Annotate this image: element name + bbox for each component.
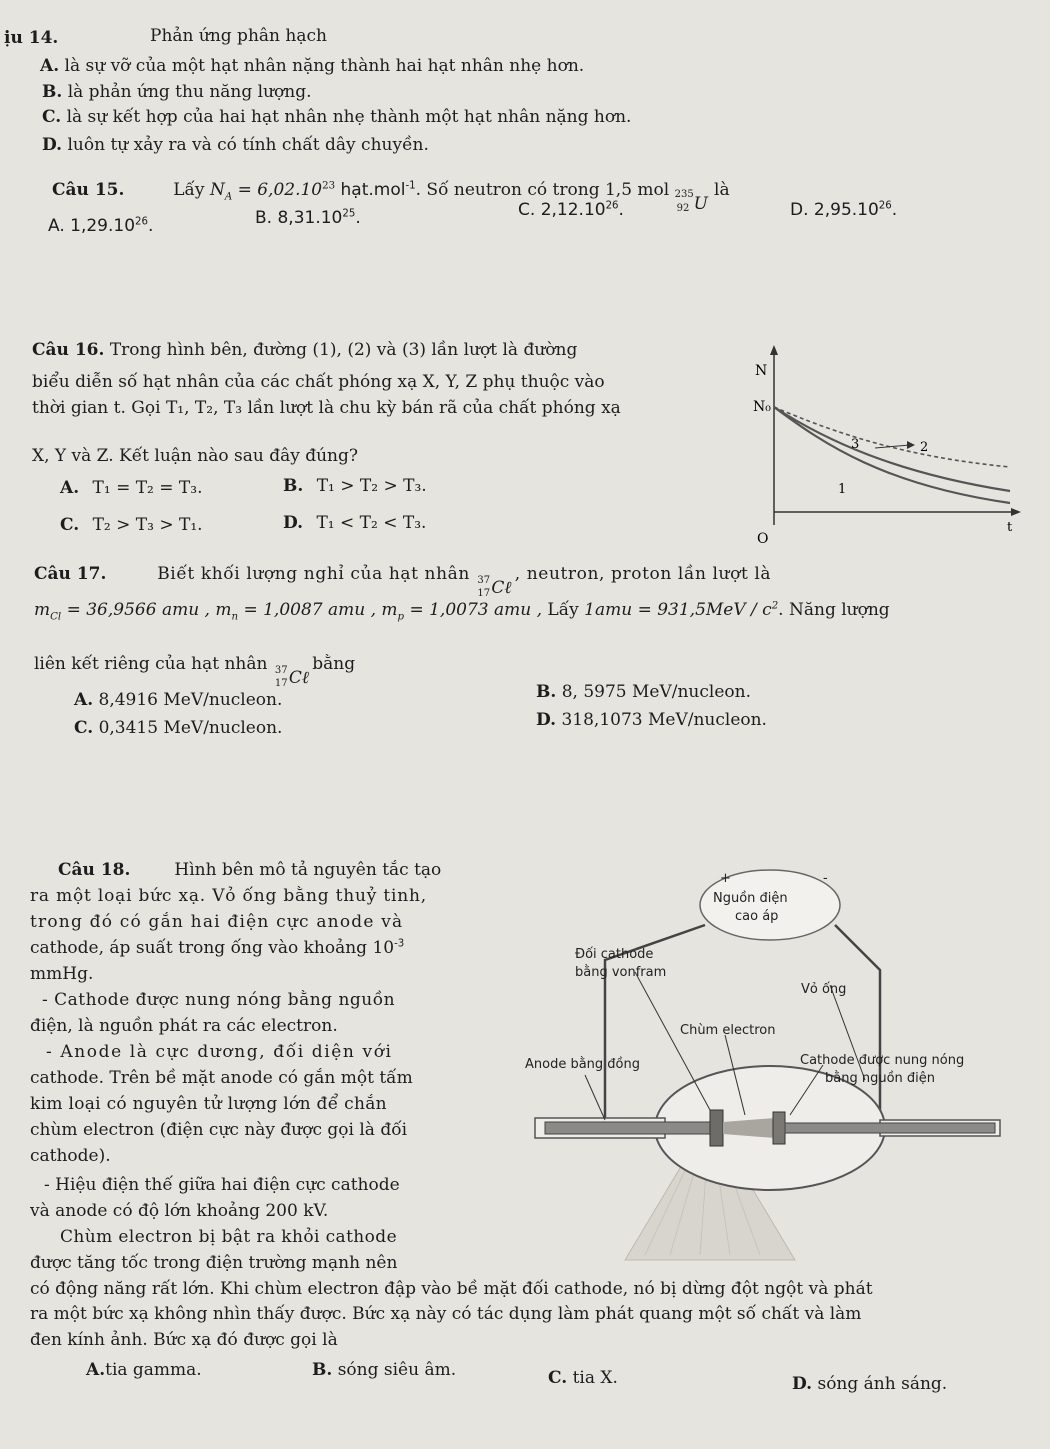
label-arrow bbox=[875, 445, 910, 448]
q16-option-b[interactable] bbox=[283, 476, 427, 496]
option-letter: D. bbox=[536, 710, 557, 730]
q14-stem: Phản ứng phân hạch bbox=[150, 26, 327, 46]
q17-text: , neutron, proton lần lượt là bbox=[514, 564, 772, 584]
avogadro-exponent: 23 bbox=[322, 180, 336, 192]
q17-line1: Câu 17. Biết khối lượng nghỉ của hạt nhân 37 17 Cℓ , neutron, proton lần lượt là bbox=[34, 564, 772, 599]
option-text: T₂ > T₃ > T₁. bbox=[92, 515, 203, 535]
q16-text: thời gian t. Gọi bbox=[32, 398, 161, 418]
option-letter: C. bbox=[60, 515, 80, 535]
q18-option-c[interactable] bbox=[548, 1368, 618, 1388]
option-text: 8, 5975 MeV/nucleon. bbox=[561, 682, 751, 702]
q18-l8: - Anode là cực dương, đối diện với bbox=[46, 1042, 393, 1062]
cathode-cup bbox=[773, 1112, 785, 1144]
q18-l17: có động năng rất lớn. Khi chùm electron đập vào bề mặt đối cathode, nó bị dừng đột ngột và phát bbox=[30, 1279, 873, 1299]
y-axis-arrow bbox=[770, 345, 778, 355]
option-letter: A. bbox=[48, 216, 65, 236]
q18-l6: - Cathode được nung nóng bằng nguồn bbox=[42, 990, 396, 1010]
q14-option-b[interactable] bbox=[42, 82, 312, 102]
q15-stem-a: Lấy bbox=[173, 180, 205, 200]
q16-option-d[interactable] bbox=[283, 513, 426, 533]
option-end: . bbox=[148, 216, 154, 236]
avogadro-value: = 6,02.10 bbox=[237, 180, 323, 200]
q17-option-d[interactable] bbox=[536, 710, 767, 730]
option-letter: D. bbox=[790, 200, 809, 220]
q16-line2: biểu diễn số hạt nhân của các chất phóng xạ X, Y, Z phụ thuộc vào bbox=[32, 372, 605, 392]
option-text: là sự kết hợp của hai hạt nhân nhẹ thành một hạt nhân nặng hơn. bbox=[66, 107, 632, 127]
q16-text: lần lượt là chu kỳ bán rã của chất phóng xạ bbox=[247, 398, 621, 418]
option-exponent: 26 bbox=[135, 216, 148, 228]
option-letter: B. bbox=[42, 82, 63, 102]
option-text: 8,31.10 bbox=[277, 208, 343, 228]
x-axis-label: t bbox=[1007, 520, 1013, 535]
q17-text: bằng bbox=[312, 654, 356, 674]
option-letter: B. bbox=[312, 1360, 333, 1380]
option-text: 0,3415 MeV/nucleon. bbox=[98, 718, 283, 738]
q17-line2: $m_{Cl} = 36,9566$ amu , $m_n = 1,0087$ amu , $m_p = 1,0073$ amu , Lấy $1amu = 931,5MeV / c^2$. Năng lượng bbox=[34, 600, 890, 623]
q18-option-d[interactable] bbox=[792, 1374, 947, 1394]
label-beam: Chùm electron bbox=[680, 1023, 776, 1038]
option-letter: B. bbox=[536, 682, 557, 702]
q17-option-a[interactable] bbox=[74, 690, 282, 710]
option-text: 2,95.10 bbox=[813, 200, 879, 220]
label-anode: Anode bằng đồng bbox=[525, 1057, 641, 1072]
option-letter: D. bbox=[792, 1374, 813, 1394]
option-text: 318,1073 MeV/nucleon. bbox=[561, 710, 767, 730]
mol-exponent: -1 bbox=[405, 180, 416, 192]
option-letter: B. bbox=[255, 208, 273, 228]
option-text: là phản ứng thu năng lượng. bbox=[67, 82, 312, 102]
option-text: tia gamma. bbox=[105, 1360, 202, 1380]
q18-l2: ra một loại bức xạ. Vỏ ống bằng thuỷ tinh, bbox=[30, 886, 427, 906]
q17-text: liên kết riêng của hạt nhân bbox=[34, 654, 268, 674]
x-axis-arrow bbox=[1011, 508, 1021, 516]
option-letter: C. bbox=[74, 718, 94, 738]
curve-1-label: 1 bbox=[838, 482, 847, 497]
option-letter: A. bbox=[74, 690, 94, 710]
avogadro-symbol: $N_A$ bbox=[209, 180, 233, 203]
q18-text: cathode, áp suất trong ống vào khoảng 10 bbox=[30, 938, 395, 958]
q16-option-a[interactable] bbox=[60, 478, 202, 498]
q15-unit: hạt.mol bbox=[340, 180, 406, 200]
q18-l12: cathode). bbox=[30, 1146, 111, 1166]
q17-label: Câu 17. bbox=[34, 564, 107, 584]
q18-option-a[interactable] bbox=[86, 1360, 202, 1380]
q18-l1 bbox=[58, 860, 441, 880]
q17-text: Biết khối lượng nghỉ của hạt nhân bbox=[157, 564, 470, 584]
origin-label: O bbox=[757, 531, 769, 545]
q16-periods: T₁, T₂, T₃ bbox=[165, 398, 243, 418]
plus-sign: + bbox=[720, 871, 731, 886]
option-end: . bbox=[618, 200, 624, 220]
q14-option-d[interactable] bbox=[42, 135, 429, 155]
q15-option-c[interactable] bbox=[518, 200, 624, 220]
q18-l10: kim loại có nguyên tử lượng lớn để chắn bbox=[30, 1094, 387, 1114]
q15-label: Câu 15. bbox=[52, 180, 125, 200]
q16-text: Trong hình bên, đường (1), (2) và (3) lần lượt là đường bbox=[109, 340, 578, 360]
q14-option-c[interactable] bbox=[42, 107, 631, 127]
option-letter: C. bbox=[42, 107, 62, 127]
curve-3-label: 3 bbox=[851, 437, 860, 452]
option-letter: A. bbox=[60, 478, 80, 498]
option-exponent: 26 bbox=[878, 200, 892, 212]
q15-option-d[interactable] bbox=[790, 200, 897, 220]
q17-line3: liên kết riêng của hạt nhân 37 17 Cℓ bằng bbox=[34, 654, 356, 689]
option-letter: B. bbox=[283, 476, 304, 496]
q14-label: ịu 14. bbox=[4, 28, 59, 48]
q15-stem: Câu 15. Lấy $N_A = 6,02.10^{23}$ hạt.mol$^{-1}$. Số neutron có trong 1,5 mol 235 92 U là bbox=[52, 180, 730, 214]
option-exponent: 25 bbox=[342, 208, 356, 220]
option-text: T₁ < T₂ < T₃. bbox=[316, 513, 427, 533]
q18-l9: cathode. Trên bề mặt anode có gắn một tấm bbox=[30, 1068, 413, 1088]
option-text: sóng ánh sáng. bbox=[817, 1374, 948, 1394]
n0-label: N₀ bbox=[753, 399, 771, 415]
q18-l13: - Hiệu điện thế giữa hai điện cực cathode bbox=[44, 1175, 400, 1195]
label-shell: Vỏ ống bbox=[801, 982, 847, 997]
label-source: Nguồn điện bbox=[713, 891, 788, 906]
q16-label: Câu 16. bbox=[32, 340, 105, 360]
option-text: 8,4916 MeV/nucleon. bbox=[98, 690, 283, 710]
option-text: T₁ = T₂ = T₃. bbox=[92, 478, 203, 498]
q18-l18: ra một bức xạ không nhìn thấy được. Bức xạ này có tác dụng làm phát quang một số chất và làm bbox=[30, 1304, 862, 1324]
pointer-anticathode bbox=[635, 972, 710, 1110]
q15-option-b[interactable] bbox=[255, 208, 361, 228]
q14-option-a[interactable] bbox=[40, 56, 584, 76]
q15-stem-d: là bbox=[714, 180, 730, 200]
q18-l19: đen kính ảnh. Bức xạ đó được gọi là bbox=[30, 1330, 338, 1350]
curve-2 bbox=[774, 407, 1010, 491]
q18-label: Câu 18. bbox=[58, 860, 131, 880]
q17-option-b[interactable] bbox=[536, 682, 751, 702]
option-letter: A. bbox=[86, 1360, 106, 1380]
q16-line3 bbox=[32, 398, 621, 418]
option-text: 1,29.10 bbox=[70, 216, 136, 236]
q18-l3: trong đó có gắn hai điện cực anode và bbox=[30, 912, 404, 932]
minus-sign: - bbox=[823, 871, 828, 886]
option-letter: C. bbox=[518, 200, 536, 220]
label-arrow-head bbox=[907, 441, 915, 449]
q18-text: Hình bên mô tả nguyên tắc tạo bbox=[174, 860, 442, 880]
label-cathode-2: bằng nguồn điện bbox=[825, 1071, 935, 1086]
label-anticathode-2: bằng vonfram bbox=[575, 965, 667, 980]
pointer-anode bbox=[585, 1075, 605, 1120]
tungsten-target bbox=[710, 1110, 723, 1146]
q18-l5: mmHg. bbox=[30, 964, 94, 984]
q18-l4 bbox=[30, 938, 404, 958]
option-text: là sự vỡ của một hạt nhân nặng thành hai hạt nhân nhẹ hơn. bbox=[64, 56, 585, 76]
label-source-2: cao áp bbox=[735, 909, 779, 924]
xray-tube-diagram bbox=[505, 860, 1045, 1280]
q18-option-b[interactable] bbox=[312, 1360, 456, 1380]
curve-2-label: 2 bbox=[920, 440, 929, 455]
q16-option-c[interactable] bbox=[60, 515, 203, 535]
option-end: . bbox=[891, 200, 898, 220]
q18-l11: chùm electron (điện cực này được gọi là đối bbox=[30, 1120, 408, 1140]
q18-l14: và anode có độ lớn khoảng 200 kV. bbox=[30, 1201, 329, 1221]
option-letter: A. bbox=[40, 56, 60, 76]
option-text: sóng siêu âm. bbox=[337, 1360, 457, 1380]
option-text: 2,12.10 bbox=[540, 200, 606, 220]
option-letter: D. bbox=[283, 513, 304, 533]
option-exponent: 26 bbox=[605, 200, 619, 212]
option-text: luôn tự xảy ra và có tính chất dây chuyền. bbox=[67, 135, 429, 155]
y-axis-label: N bbox=[755, 363, 768, 379]
pressure-exponent: -3 bbox=[394, 938, 405, 950]
cathode-rod bbox=[785, 1123, 995, 1133]
anode-rod bbox=[545, 1122, 715, 1134]
q18-l15: Chùm electron bị bật ra khỏi cathode bbox=[60, 1227, 398, 1247]
q16-line4: X, Y và Z. Kết luận nào sau đây đúng? bbox=[32, 446, 359, 466]
label-anticathode: Đối cathode bbox=[575, 947, 654, 962]
q18-l7: điện, là nguồn phát ra các electron. bbox=[30, 1016, 338, 1036]
label-cathode: Cathode được nung nóng bbox=[800, 1053, 965, 1068]
decay-graph bbox=[745, 345, 1035, 545]
option-text: tia X. bbox=[572, 1368, 618, 1388]
option-text: T₁ > T₂ > T₃. bbox=[316, 476, 427, 496]
curve-3 bbox=[774, 407, 1010, 467]
q16-line1 bbox=[32, 340, 577, 360]
q15-option-a[interactable] bbox=[48, 216, 153, 236]
option-letter: D. bbox=[42, 135, 63, 155]
q18-l16: được tăng tốc trong điện trường mạnh nên bbox=[30, 1253, 398, 1273]
q15-stem-c: . Số neutron có trong 1,5 mol bbox=[415, 180, 670, 200]
option-end: . bbox=[355, 208, 361, 228]
option-letter: C. bbox=[548, 1368, 568, 1388]
q17-option-c[interactable] bbox=[74, 718, 282, 738]
